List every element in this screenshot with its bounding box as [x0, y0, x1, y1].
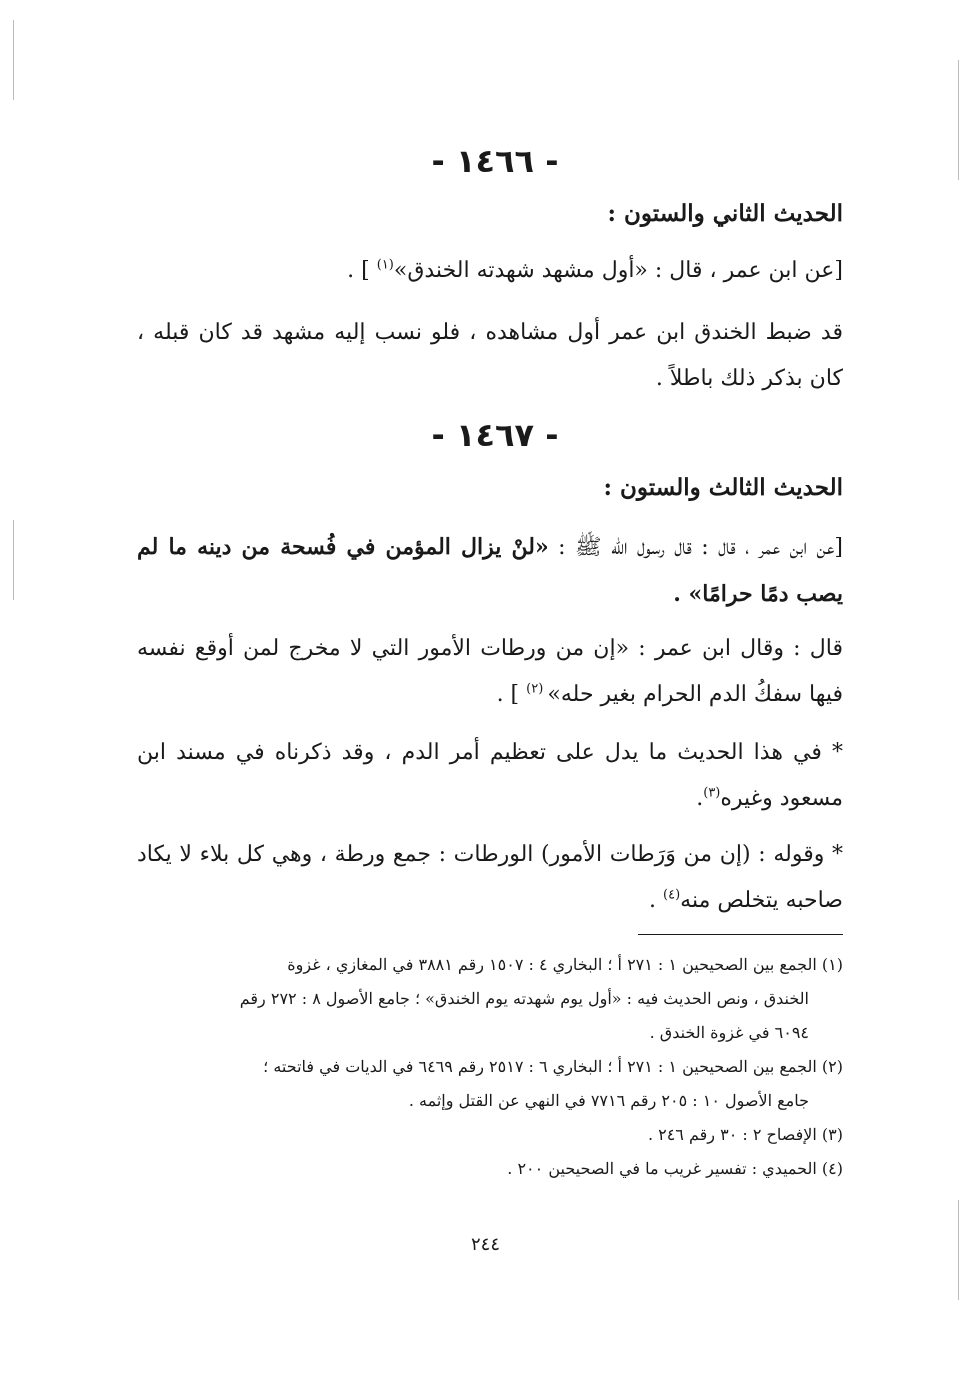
footnote: (١) الجمع بين الصحيحين ١ : ٢٧١ أ ؛ البخاري ٤ : ١٥٠٧ رقم ٣٨٨١ في المغازي ، غزوة	[287, 955, 843, 974]
hadith-text	[137, 248, 843, 294]
footnote-continuation: ٦٠٩٤ في غزوة الخندق .	[649, 1023, 809, 1042]
hadith-text	[137, 524, 843, 618]
scan-edge-line	[13, 20, 14, 100]
quote-text	[137, 626, 843, 718]
footnote-ref: (٤)	[663, 887, 681, 903]
footnote: (٢) الجمع بين الصحيحين ١ : ٢٧١ أ ؛ البخاري ٦ : ٢٥١٧ رقم ٦٤٦٩ في الديات في فاتحته ؛	[263, 1057, 843, 1076]
commentary-block	[137, 310, 843, 402]
hadith-quote: «لنْ يزال المؤمن في فُسحة من دينه ما لم يصب دمًا حرامًا» .	[137, 534, 843, 607]
footnote-continuation: جامع الأصول ١٠ : ٢٠٥ رقم ٧٧١٦ في النهي عن القتل وإثمه .	[408, 1091, 809, 1110]
hadith-block	[137, 524, 843, 618]
section-heading: الحديث الثالث والستون :	[603, 474, 843, 501]
quote-body: قال : وقال ابن عمر : «إن من ورطات الأمور التي لا مخرج لمن أوقع نفسه فيها سفكُ الدم الحرام بغير حله»	[137, 636, 843, 707]
page-number: ٢٤٤	[470, 1234, 500, 1255]
scan-edge-line	[958, 60, 959, 180]
note-end: .	[696, 786, 704, 811]
footnote-ref: (٣)	[703, 785, 721, 801]
hadith-intro: [عن ابن عمر ، قال : قال رسول الله ﷺ :	[548, 535, 843, 560]
quote-block	[137, 626, 843, 718]
section-heading: الحديث الثاني والستون :	[607, 200, 843, 227]
footnote: (٣) الإفصاح ٢ : ٣٠ رقم ٢٤٦ .	[647, 1125, 843, 1144]
footnote-ref: (١)	[376, 257, 394, 273]
footnote-continuation: الخندق ، ونص الحديث فيه : «أول يوم شهدته يوم الخندق» ؛ جامع الأصول ٨ : ٢٧٢ رقم	[239, 989, 809, 1008]
commentary-text: قد ضبط الخندق ابن عمر أول مشاهده ، فلو نسب إليه مشهد قد كان قبله ، كان بذكر ذلك باطلاً .	[137, 320, 844, 391]
note-block	[137, 730, 843, 822]
footnote: (٤) الحميدي : تفسير غريب ما في الصحيحين ٢٠٠ .	[507, 1159, 843, 1178]
note-end: .	[649, 888, 664, 913]
note-body: * في هذا الحديث ما يدل على تعظيم أمر الدم ، وقد ذكرناه في مسند ابن مسعود وغيره	[137, 740, 843, 811]
hadith-block	[137, 248, 843, 294]
hadith-number: - ١٤٦٧ -	[431, 416, 559, 454]
note-text	[137, 832, 843, 924]
note-body: * وقوله : (إن من وَرَطات الأمور) الورطات : جمع ورطة ، وهي كل بلاء لا يكاد صاحبه يتخلص منه	[137, 842, 843, 913]
footnote-ref: (٢)	[526, 681, 548, 697]
scan-edge-line	[13, 520, 14, 600]
quote-end: ] .	[496, 682, 527, 707]
footnote-separator	[638, 934, 843, 935]
note-text	[137, 730, 843, 822]
footnotes	[137, 948, 843, 1186]
hadith-text-end: ] .	[347, 258, 377, 283]
note-block	[137, 832, 843, 924]
hadith-number: - ١٤٦٦ -	[431, 142, 559, 180]
hadith-text-body: [عن ابن عمر ، قال : «أول مشهد شهدته الخندق»	[393, 258, 843, 283]
